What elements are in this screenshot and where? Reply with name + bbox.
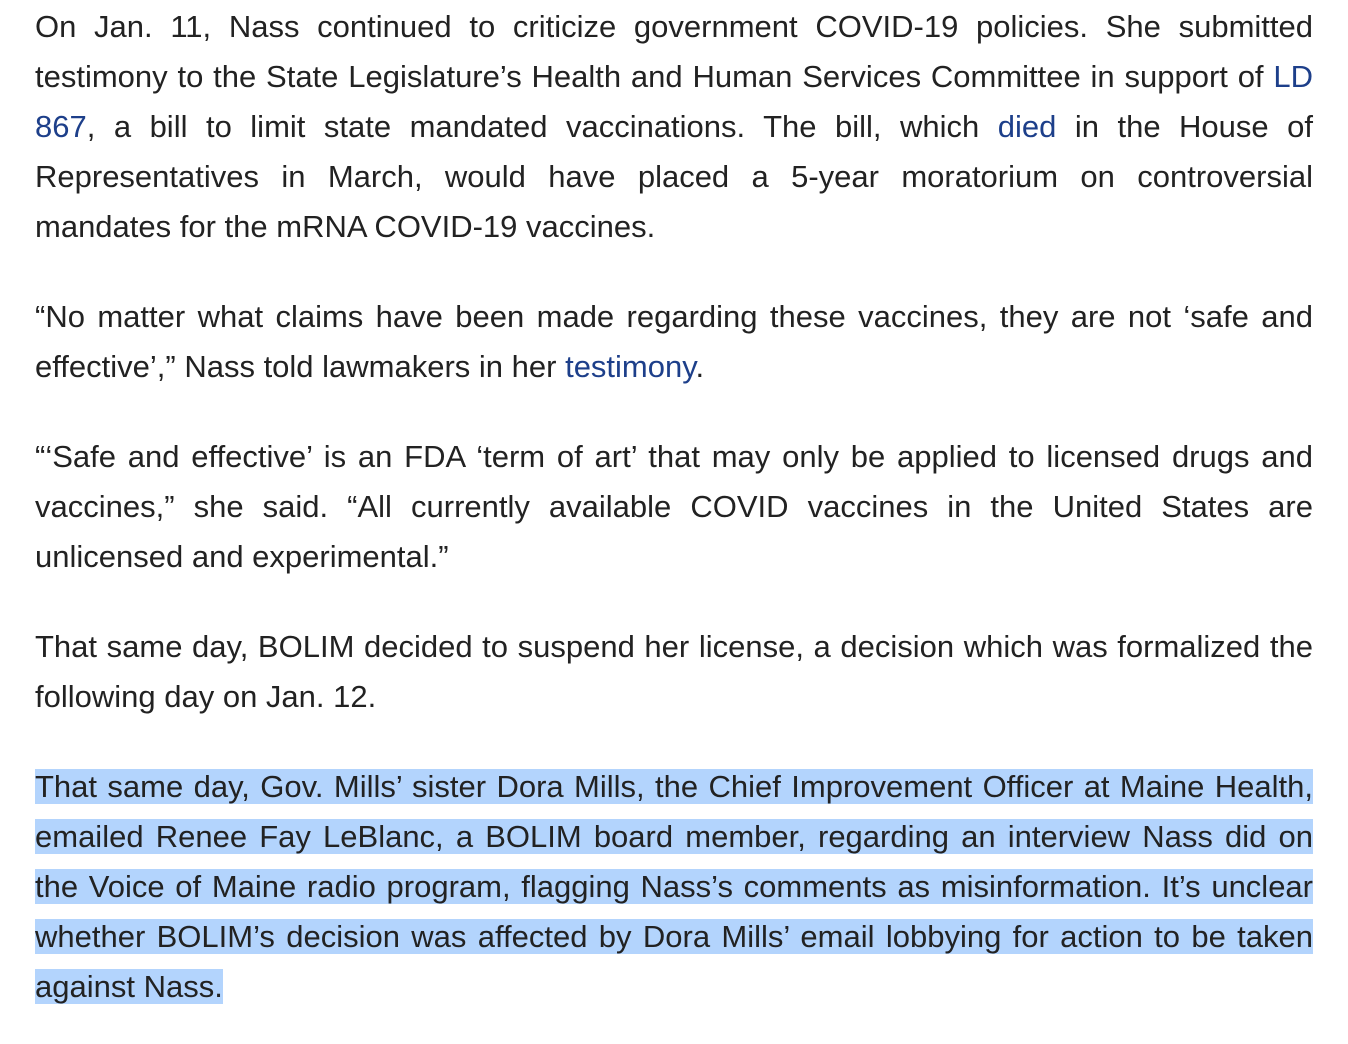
paragraph-text: . <box>695 349 705 384</box>
testimony-link[interactable]: testimony <box>565 349 696 384</box>
paragraph-text: That same day, BOLIM decided to suspend her license, a decision which was formalized the following day on Jan. 12. <box>35 629 1313 714</box>
paragraph-text: , a bill to limit state mandated vaccinations. The bill, which <box>86 109 998 144</box>
selected-text[interactable]: That same day, Gov. Mills’ sister Dora Mills, the Chief Improvement Officer at Maine Health, emailed Renee Fay LeBlanc, a BOLIM board member, regarding an interview Nass did on the Voice of Maine radio program, flagging Nass’s comments as misinformation. It’s unclear whether BOLIM’s decision was affected by Dora Mills’ email lobbying for action to be taken against Nass. <box>35 769 1313 1004</box>
died-link[interactable]: died <box>997 109 1057 144</box>
article-body <box>35 2 1313 1012</box>
paragraph-text: in the House of Representatives in March, would have placed a 5-year moratorium on controversial mandates for the mRNA COVID-19 vaccines. <box>35 109 1313 244</box>
paragraph-text: “No matter what claims have been made regarding these vaccines, they are not ‘safe and effective’,” Nass told lawmakers in her <box>35 299 1313 384</box>
ld-867-link[interactable]: LD 867 <box>35 59 1313 144</box>
paragraph-quote-safe-effective <box>35 432 1313 582</box>
paragraph-quote-testimony <box>35 292 1313 392</box>
paragraph-text: On Jan. 11, Nass continued to criticize government COVID-19 policies. She submitted testimony to the State Legislature’s Health and Human Services Committee in support of <box>35 9 1313 94</box>
paragraph-ld867 <box>35 2 1313 252</box>
paragraph-text: “‘Safe and effective’ is an FDA ‘term of art’ that may only be applied to licensed drugs and vaccines,” she said. “All currently available COVID vaccines in the United States are unlicensed and experimental.” <box>35 439 1313 574</box>
paragraph-dora-mills[interactable] <box>35 762 1313 1012</box>
paragraph-license-suspension <box>35 622 1313 722</box>
